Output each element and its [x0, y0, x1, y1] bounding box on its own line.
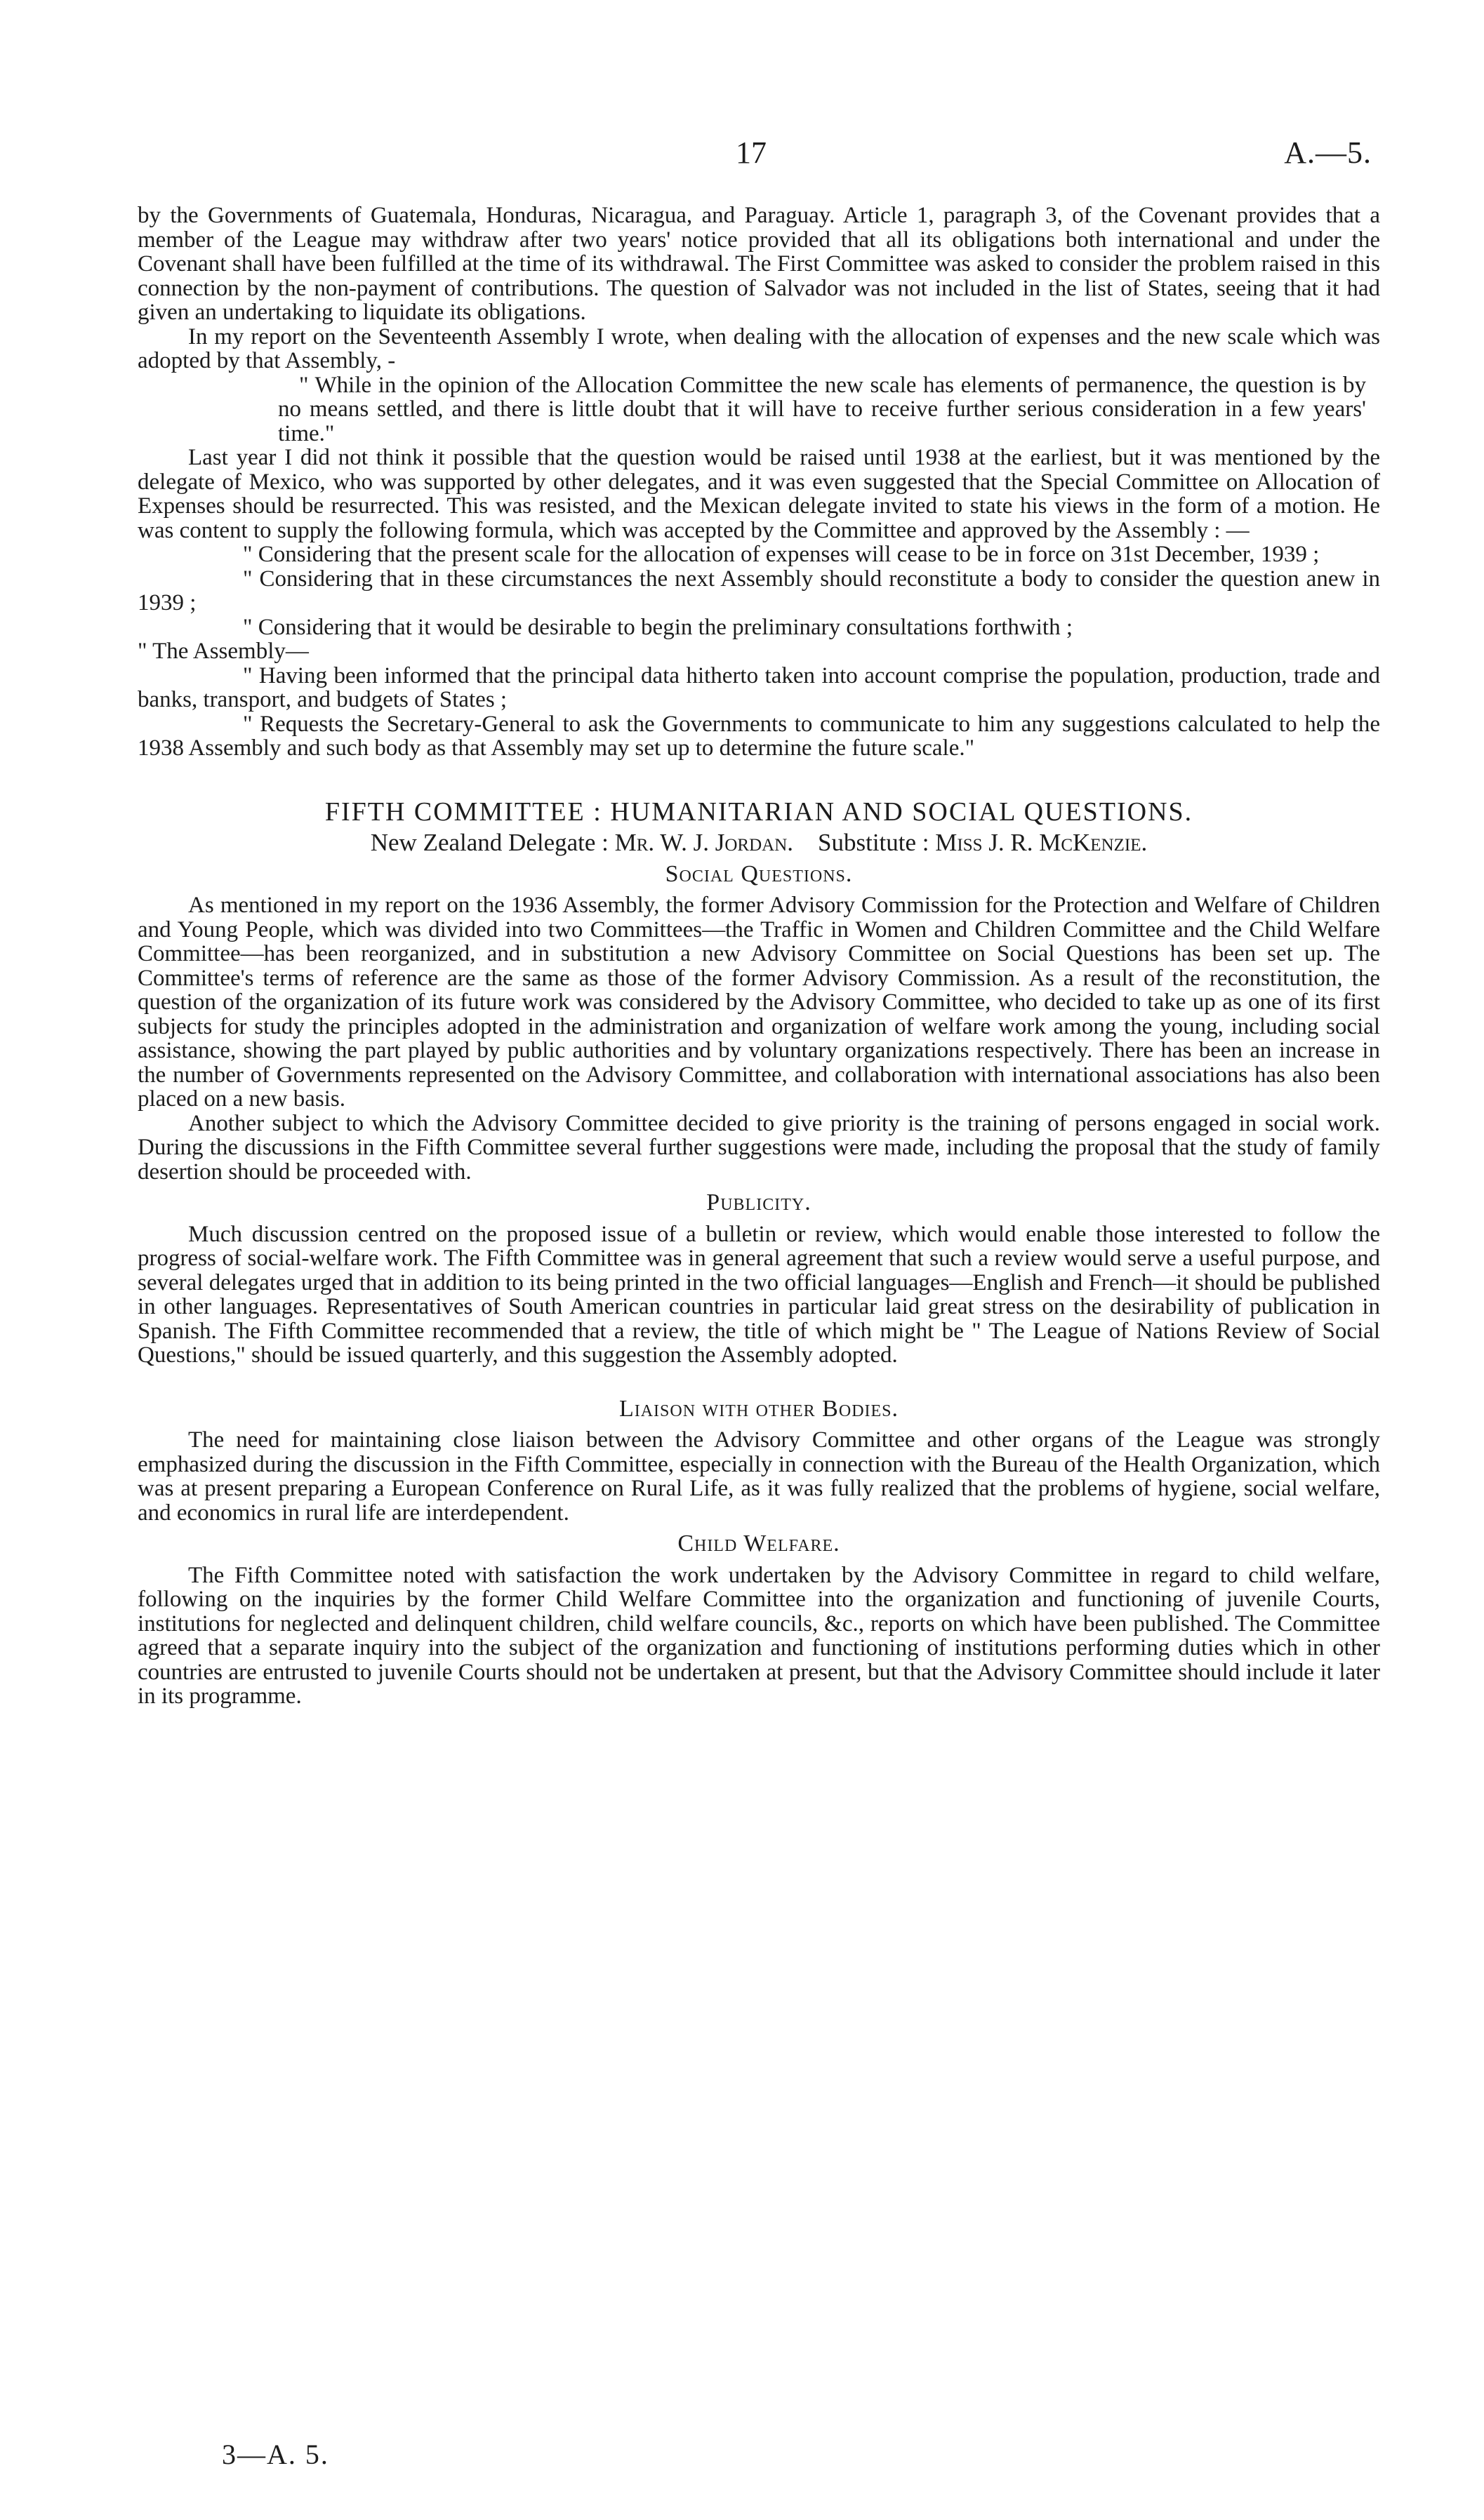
body-text [138, 204, 1380, 1709]
printer-signature: 3—A. 5. [222, 2439, 329, 2470]
child-welfare-heading: Child Welfare. [677, 1531, 840, 1556]
assembly-resolution [138, 542, 1380, 761]
paragraph-seventeenth-assembly: In my report on the Seventeenth Assembly I wrote, when dealing with the allocation of expenses and the new scale which was adopted by that Assembly, - [138, 324, 1380, 373]
fifth-committee-heading: FIFTH COMMITTEE : HUMANITARIAN AND SOCIAL QUESTIONS. [324, 796, 1193, 827]
resolution-clause: " The Assembly— [138, 639, 309, 664]
resolution-clause: " Considering that it would be desirable to begin the preliminary consultations forthwith ; [243, 614, 1073, 640]
document-reference: A.—5. [1284, 135, 1372, 170]
delegate-line [138, 831, 1380, 855]
social-questions-heading: Social Questions. [665, 860, 853, 887]
delegate-label: New Zealand Delegate : [370, 829, 609, 856]
paragraph-publicity: Much discussion centred on the proposed issue of a bulletin or review, which would enable those interested to follow the progress of social-welfare work. The Fifth Committee was in general agreement that such a review would serve a useful purpose, and several delegates urged that in addition to its being printed in the two official languages—English and French—it should be published in other languages. Representatives of South American countries in particular laid great stress on the desirability of publication in Spanish. The Fifth Committee recommended that a review, the title of which might be " The League of Nations Review of Social Questions," should be issued quarterly, and this suggestion the Assembly adopted. [138, 1221, 1380, 1368]
page-number: 17 [736, 135, 767, 170]
paragraph-training: Another subject to which the Advisory Committee decided to give priority is the training of persons engaged in social work. During the discussions in the Fifth Committee several further suggestions were made, including the proposal that the study of family desertion should be proceeded with. [138, 1110, 1380, 1185]
paragraph-continuation: by the Governments of Guatemala, Honduras, Nicaragua, and Paraguay. Article 1, paragraph 3, of the Covenant provides that a member of the League may withdraw after two years' notice provided that all its obligations both international and under the Covenant shall have been fulfilled at the time of its withdrawal. The First Committee was asked to consider the problem raised in this connection by the non-payment of contributions. The question of Salvador was not included in the list of States, seeing that it had given an undertaking to liquidate its obligations. [138, 203, 1380, 325]
resolution-clause: " Considering that in these circumstances the next Assembly should reconstitute a body to consider the question anew in 1939 ; [138, 566, 1380, 615]
paragraph-last-year: Last year I did not think it possible that the question would be raised until 1938 at the earliest, but it was mentioned by the delegate of Mexico, who was supported by other delegates, and it was even suggested that the Special Committee on Allocation of Expenses should be resurrected. This was resisted, and the Mexican delegate invited to state his views in the form of a motion. He was content to supply the following formula, which was accepted by the Committee and approved by the Assembly : — [138, 445, 1380, 543]
substitute-label: Substitute : [818, 829, 929, 856]
paragraph-child-welfare: The Fifth Committee noted with satisfaction the work undertaken by the Advisory Committee in regard to child welfare, following on the inquiries by the former Child Welfare Committee into the organization and functioning of juvenile Courts, institutions for neglected and delinquent children, child welfare councils, &c., reports on which have been published. The Committee agreed that a separate inquiry into the subject of the organization and functioning of institutions performing duties which in other countries are entrusted to juvenile Courts should not be undertaken at present, but that the Advisory Committee should include it later in its programme. [138, 1562, 1380, 1709]
liaison-heading: Liaison with other Bodies. [618, 1395, 899, 1422]
quote-allocation-committee: " While in the opinion of the Allocation Committee the new scale has elements of permanence, the question is by no means settled, and there is little doubt that it will have to receive further serious consideration in a few years' time." [278, 372, 1366, 446]
resolution-clause: " Having been informed that the principal data hitherto taken into account comprise the population, production, trade and banks, transport, and budgets of States ; [138, 662, 1380, 712]
substitute-name: Miss J. R. McKenzie. [935, 829, 1148, 856]
paragraph-social-questions: As mentioned in my report on the 1936 Assembly, the former Advisory Commission for the Protection and Welfare of Children and Young People, which was divided into two Committees—the Traffic in Women and Children Committee and the Child Welfare Committee—has been reorganized, and in substitution a new Advisory Committee on Social Questions has been set up. The Committee's terms of reference are the same as those of the former Advisory Commission. As a result of the reconstitution, the question of the organization of its future work was considered by the Advisory Committee, who decided to take up as one of its first subjects for study the principles adopted in the administration and organization of welfare work among the young, including social assistance, showing the part played by public authorities and by voluntary organizations respectively. There has been an increase in the number of Governments represented on the Advisory Committee, and collaboration with international associations has also been placed on a new basis. [138, 893, 1380, 1112]
delegate-name: Mr. W. J. Jordan. [614, 829, 794, 856]
publicity-heading: Publicity. [706, 1189, 811, 1215]
resolution-clause: " Considering that the present scale for the allocation of expenses will cease to be in force on 31st December, 1939 ; [243, 542, 1320, 567]
resolution-clause: " Requests the Secretary-General to ask the Governments to communicate to him any suggestions calculated to help the 1938 Assembly and such body as that Assembly may set up to determine the future scale." [138, 711, 1380, 761]
paragraph-liaison: The need for maintaining close liaison between the Advisory Committee and other organs of the League was strongly emphasized during the discussion in the Fifth Committee, especially in connection with the Bureau of the Health Organization, which was at present preparing a European Conference on Rural Life, as it was fully realized that the problems of hygiene, social welfare, and economics in rural life are interdependent. [138, 1427, 1380, 1526]
